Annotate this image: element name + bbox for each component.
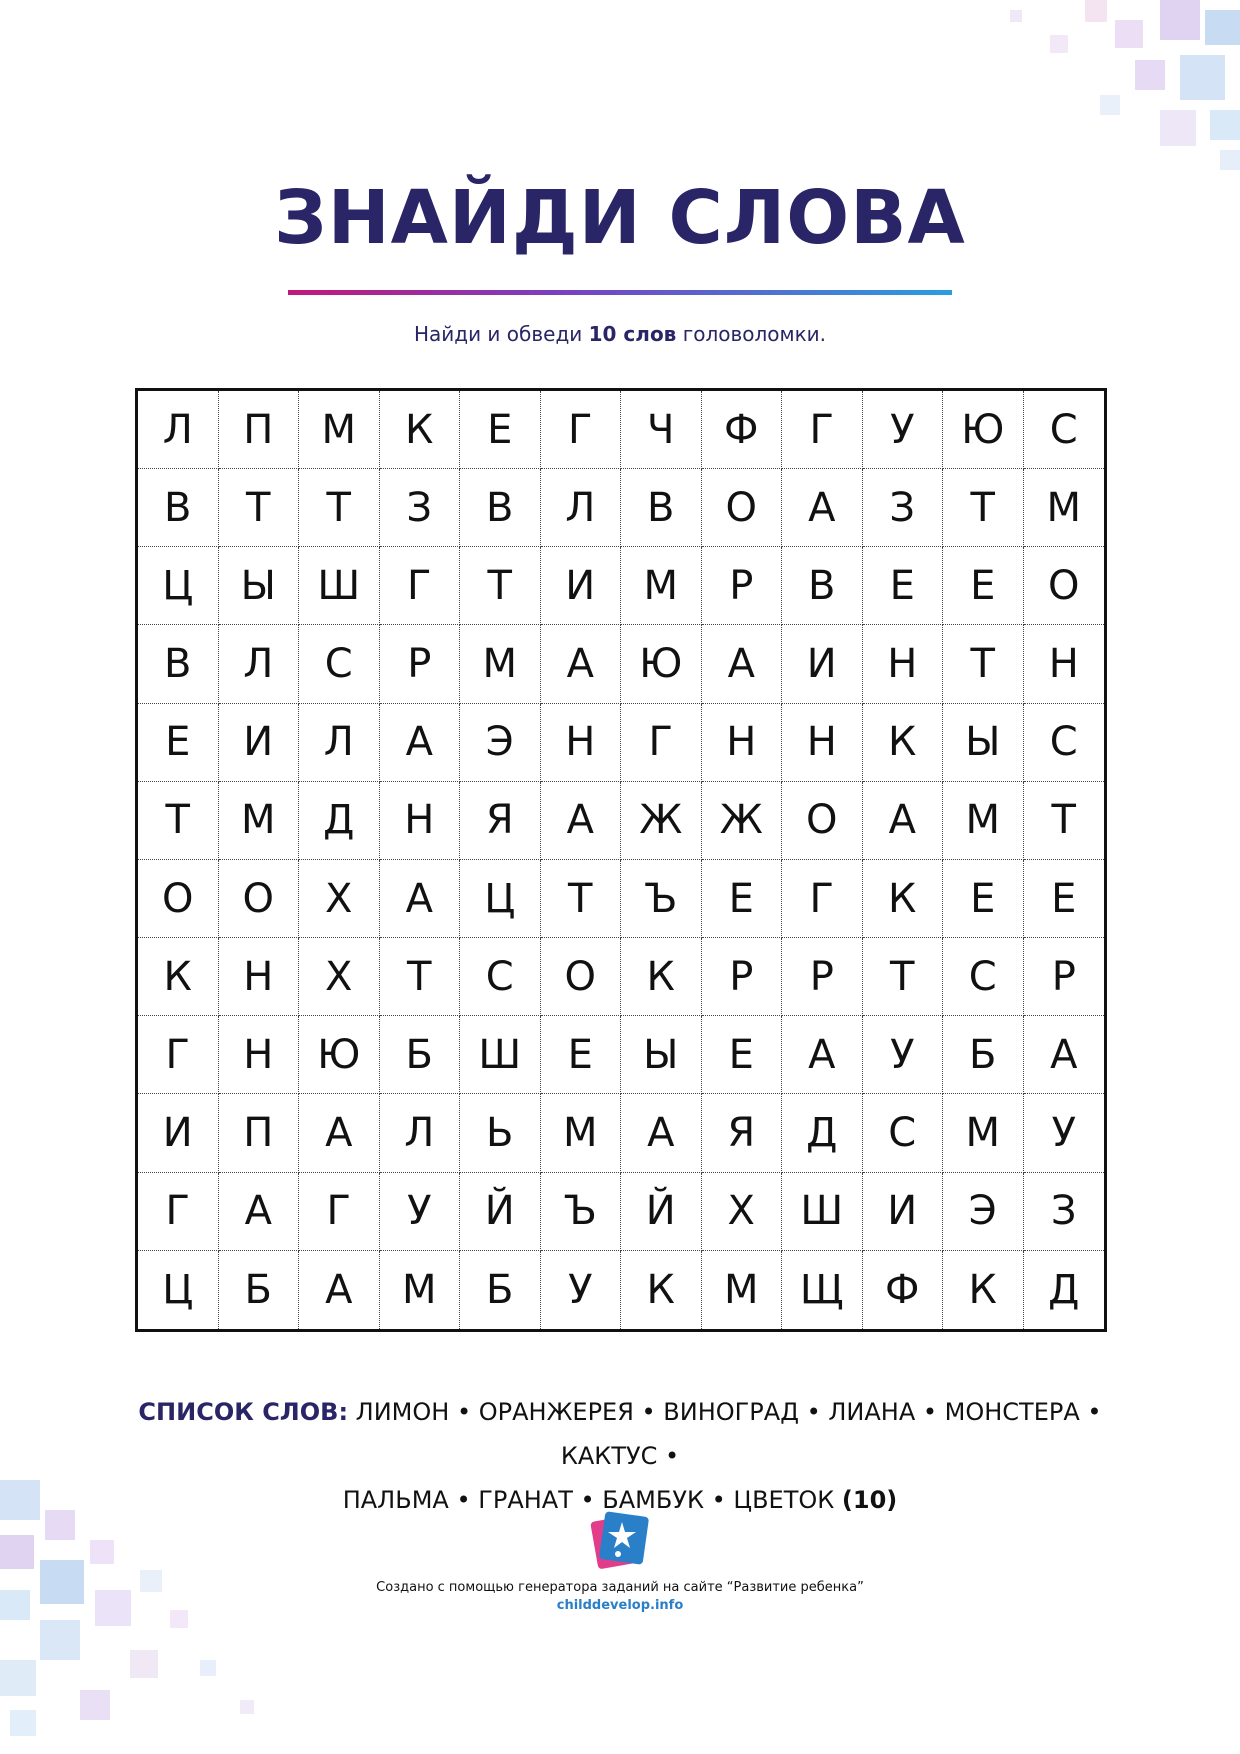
grid-cell[interactable]: Ц bbox=[138, 1251, 219, 1329]
grid-cell[interactable]: Г bbox=[541, 391, 622, 469]
grid-cell[interactable]: У bbox=[1024, 1094, 1105, 1172]
grid-cell[interactable]: У bbox=[863, 1016, 944, 1094]
instructions-after: головоломки. bbox=[676, 322, 827, 346]
grid-cell[interactable]: Р bbox=[1024, 938, 1105, 1016]
grid-cell[interactable]: Р bbox=[702, 547, 783, 625]
grid-cell[interactable]: У bbox=[541, 1251, 622, 1329]
grid-cell[interactable]: Й bbox=[621, 1173, 702, 1251]
grid-cell[interactable]: С bbox=[460, 938, 541, 1016]
grid-cell[interactable]: Е bbox=[943, 547, 1024, 625]
grid-cell[interactable]: Г bbox=[782, 860, 863, 938]
grid-cell[interactable]: Ш bbox=[460, 1016, 541, 1094]
grid-cell[interactable]: С bbox=[299, 625, 380, 703]
grid-cell[interactable]: К bbox=[138, 938, 219, 1016]
grid-cell[interactable]: М bbox=[621, 547, 702, 625]
grid-cell[interactable]: Ы bbox=[219, 547, 300, 625]
grid-cell[interactable]: Т bbox=[541, 860, 622, 938]
grid-cell[interactable]: О bbox=[541, 938, 622, 1016]
grid-cell[interactable]: Г bbox=[782, 391, 863, 469]
grid-cell[interactable]: Ы bbox=[943, 704, 1024, 782]
grid-cell[interactable]: Е bbox=[460, 391, 541, 469]
grid-cell[interactable]: И bbox=[219, 704, 300, 782]
grid-cell[interactable]: Т bbox=[138, 782, 219, 860]
grid-cell[interactable]: Г bbox=[299, 1173, 380, 1251]
grid-cell[interactable]: Т bbox=[863, 938, 944, 1016]
top-right-decoration bbox=[860, 0, 1240, 180]
grid-cell[interactable]: Е bbox=[943, 860, 1024, 938]
instructions bbox=[0, 322, 1240, 346]
word-list-words-1: ЛИМОН • ОРАНЖЕРЕЯ • ВИНОГРАД • ЛИАНА • МОНСТЕРА • КАКТУС • bbox=[348, 1398, 1102, 1470]
grid-cell[interactable]: Щ bbox=[782, 1251, 863, 1329]
grid-cell[interactable]: Э bbox=[943, 1173, 1024, 1251]
grid-cell[interactable]: В bbox=[782, 547, 863, 625]
grid-cell[interactable]: Т bbox=[299, 469, 380, 547]
grid-cell[interactable]: О bbox=[1024, 547, 1105, 625]
grid-cell[interactable]: А bbox=[299, 1094, 380, 1172]
grid-cell[interactable]: И bbox=[541, 547, 622, 625]
grid-cell[interactable]: Ш bbox=[782, 1173, 863, 1251]
grid-cell[interactable]: Г bbox=[380, 547, 461, 625]
grid-cell[interactable]: Ю bbox=[943, 391, 1024, 469]
page-title: ЗНАЙДИ СЛОВА bbox=[274, 175, 966, 261]
grid-cell[interactable]: Ю bbox=[299, 1016, 380, 1094]
grid-cell[interactable]: Г bbox=[621, 704, 702, 782]
grid-cell[interactable]: Н bbox=[380, 782, 461, 860]
grid-cell[interactable]: Е bbox=[702, 860, 783, 938]
grid-cell[interactable]: У bbox=[863, 391, 944, 469]
grid-cell[interactable]: Е bbox=[863, 547, 944, 625]
grid-cell[interactable]: П bbox=[219, 1094, 300, 1172]
grid-cell[interactable]: Д bbox=[782, 1094, 863, 1172]
title-underline bbox=[288, 290, 952, 295]
instructions-bold: 10 слов bbox=[588, 322, 677, 346]
grid-cell[interactable]: Ж bbox=[702, 782, 783, 860]
grid-cell[interactable]: Л bbox=[541, 469, 622, 547]
grid-cell[interactable]: А bbox=[299, 1251, 380, 1329]
grid-cell[interactable]: А bbox=[621, 1094, 702, 1172]
grid-cell[interactable]: Р bbox=[782, 938, 863, 1016]
grid-cell[interactable]: А bbox=[863, 782, 944, 860]
grid-cell[interactable]: Л bbox=[380, 1094, 461, 1172]
word-list-label: СПИСОК СЛОВ: bbox=[138, 1398, 349, 1426]
grid-cell[interactable]: О bbox=[782, 782, 863, 860]
grid-cell[interactable]: Ш bbox=[299, 547, 380, 625]
grid-cell[interactable]: С bbox=[943, 938, 1024, 1016]
grid-cell[interactable]: Х bbox=[299, 860, 380, 938]
grid-cell[interactable]: К bbox=[621, 1251, 702, 1329]
grid-cell[interactable]: О bbox=[138, 860, 219, 938]
grid-cell[interactable]: А bbox=[219, 1173, 300, 1251]
grid-cell[interactable]: Я bbox=[460, 782, 541, 860]
grid-cell[interactable]: Э bbox=[460, 704, 541, 782]
grid-cell[interactable]: Ъ bbox=[541, 1173, 622, 1251]
footer-credit: Создано с помощью генератора заданий на сайте “Развитие ребенка” bbox=[376, 1580, 864, 1595]
grid-cell[interactable]: Б bbox=[380, 1016, 461, 1094]
grid-cell[interactable]: Б bbox=[943, 1016, 1024, 1094]
footer-site-link[interactable]: childdevelop.info bbox=[556, 1598, 684, 1613]
grid-cell[interactable]: Л bbox=[219, 625, 300, 703]
grid-cell[interactable]: Т bbox=[943, 625, 1024, 703]
word-count: (10) bbox=[841, 1486, 898, 1514]
grid-cell[interactable]: Л bbox=[138, 391, 219, 469]
grid-cell[interactable]: Ю bbox=[621, 625, 702, 703]
grid-cell[interactable]: Ь bbox=[460, 1094, 541, 1172]
grid-cell[interactable]: Е bbox=[541, 1016, 622, 1094]
grid-cell[interactable]: Х bbox=[299, 938, 380, 1016]
grid-cell[interactable]: Р bbox=[702, 938, 783, 1016]
grid-cell[interactable]: М bbox=[219, 782, 300, 860]
grid-cell[interactable]: Е bbox=[1024, 860, 1105, 938]
grid-cell[interactable]: В bbox=[460, 469, 541, 547]
grid-cell[interactable]: Е bbox=[702, 1016, 783, 1094]
grid-cell[interactable]: А bbox=[541, 625, 622, 703]
grid-cell[interactable]: Н bbox=[1024, 625, 1105, 703]
grid-cell[interactable]: Х bbox=[702, 1173, 783, 1251]
grid-cell[interactable]: Ч bbox=[621, 391, 702, 469]
grid-cell[interactable]: М bbox=[541, 1094, 622, 1172]
grid-cell[interactable]: К bbox=[863, 704, 944, 782]
grid-cell[interactable]: А bbox=[380, 860, 461, 938]
grid-cell[interactable]: З bbox=[380, 469, 461, 547]
grid-cell[interactable]: П bbox=[219, 391, 300, 469]
word-search-grid bbox=[135, 388, 1107, 1332]
grid-cell[interactable]: Р bbox=[380, 625, 461, 703]
grid-cell[interactable]: И bbox=[782, 625, 863, 703]
grid-cell[interactable]: М bbox=[299, 391, 380, 469]
grid-cell[interactable]: Ц bbox=[138, 547, 219, 625]
grid-cell[interactable]: М bbox=[1024, 469, 1105, 547]
grid-cell[interactable]: Ж bbox=[621, 782, 702, 860]
grid-cell[interactable]: Б bbox=[460, 1251, 541, 1329]
grid-cell[interactable]: О bbox=[702, 469, 783, 547]
grid-cell[interactable]: И bbox=[863, 1173, 944, 1251]
grid-cell[interactable]: Д bbox=[1048, 1266, 1080, 1313]
grid-cell[interactable]: А bbox=[1024, 1016, 1105, 1094]
grid-cell[interactable]: Я bbox=[702, 1094, 783, 1172]
grid-cell[interactable]: З bbox=[1024, 1173, 1105, 1251]
grid-cell[interactable]: Н bbox=[863, 625, 944, 703]
grid-cell[interactable]: М bbox=[702, 1251, 783, 1329]
grid-cell[interactable]: А bbox=[702, 625, 783, 703]
grid-cell[interactable]: З bbox=[863, 469, 944, 547]
grid-cell[interactable]: Д bbox=[299, 782, 380, 860]
grid-cell[interactable]: К bbox=[380, 391, 461, 469]
grid-cell[interactable]: Ф bbox=[702, 391, 783, 469]
grid-cell[interactable]: К bbox=[863, 860, 944, 938]
grid-cell[interactable]: М bbox=[943, 782, 1024, 860]
grid-cell[interactable]: Г bbox=[138, 1173, 219, 1251]
grid-cell[interactable]: Н bbox=[541, 704, 622, 782]
grid-cell[interactable]: А bbox=[541, 782, 622, 860]
instructions-before: Найди и обведи bbox=[413, 322, 589, 346]
grid-cell[interactable]: Г bbox=[138, 1016, 219, 1094]
grid-cell[interactable]: И bbox=[138, 1094, 219, 1172]
grid-cell[interactable]: Л bbox=[299, 704, 380, 782]
grid-cell[interactable]: Т bbox=[460, 547, 541, 625]
grid-cell[interactable]: А bbox=[782, 1016, 863, 1094]
grid-cell[interactable]: В bbox=[138, 469, 219, 547]
word-list bbox=[100, 1390, 1140, 1522]
grid-cell[interactable]: Ц bbox=[460, 860, 541, 938]
grid-cell[interactable]: Т bbox=[1024, 782, 1105, 860]
grid-cell[interactable]: М bbox=[460, 625, 541, 703]
grid-cell[interactable]: Н bbox=[782, 704, 863, 782]
grid-cell[interactable]: К bbox=[943, 1251, 1024, 1329]
grid-cell[interactable]: В bbox=[138, 625, 219, 703]
grid-cell[interactable]: Ъ bbox=[621, 860, 702, 938]
grid-cell[interactable]: А bbox=[782, 469, 863, 547]
grid-cell[interactable]: О bbox=[219, 860, 300, 938]
grid-cell[interactable]: А bbox=[380, 704, 461, 782]
grid-cell[interactable]: Ф bbox=[863, 1251, 944, 1329]
grid-cell[interactable]: Н bbox=[219, 938, 300, 1016]
grid-cell[interactable]: С bbox=[1024, 704, 1105, 782]
word-list-line-1 bbox=[100, 1390, 1140, 1478]
grid-cell[interactable]: Т bbox=[943, 469, 1024, 547]
grid-cell[interactable]: К bbox=[621, 938, 702, 1016]
grid-cell[interactable]: Й bbox=[460, 1173, 541, 1251]
grid-cell[interactable]: М bbox=[380, 1251, 461, 1329]
grid-cell[interactable]: В bbox=[621, 469, 702, 547]
grid-cell[interactable]: Б bbox=[219, 1251, 300, 1329]
grid-cell[interactable]: С bbox=[1024, 391, 1105, 469]
grid-cell[interactable]: Е bbox=[138, 704, 219, 782]
grid-cell[interactable]: Н bbox=[219, 1016, 300, 1094]
grid-cell[interactable]: Н bbox=[702, 704, 783, 782]
grid-cell[interactable]: Ы bbox=[621, 1016, 702, 1094]
grid-cell[interactable]: У bbox=[380, 1173, 461, 1251]
word-list-words-2: ПАЛЬМА • ГРАНАТ • БАМБУК • ЦВЕТОК bbox=[342, 1486, 842, 1514]
grid-cell[interactable]: С bbox=[863, 1094, 944, 1172]
grid-cell[interactable]: Т bbox=[380, 938, 461, 1016]
grid-cell[interactable]: М bbox=[943, 1094, 1024, 1172]
star-logo-icon bbox=[588, 1508, 652, 1572]
grid-cell[interactable]: Т bbox=[219, 469, 300, 547]
